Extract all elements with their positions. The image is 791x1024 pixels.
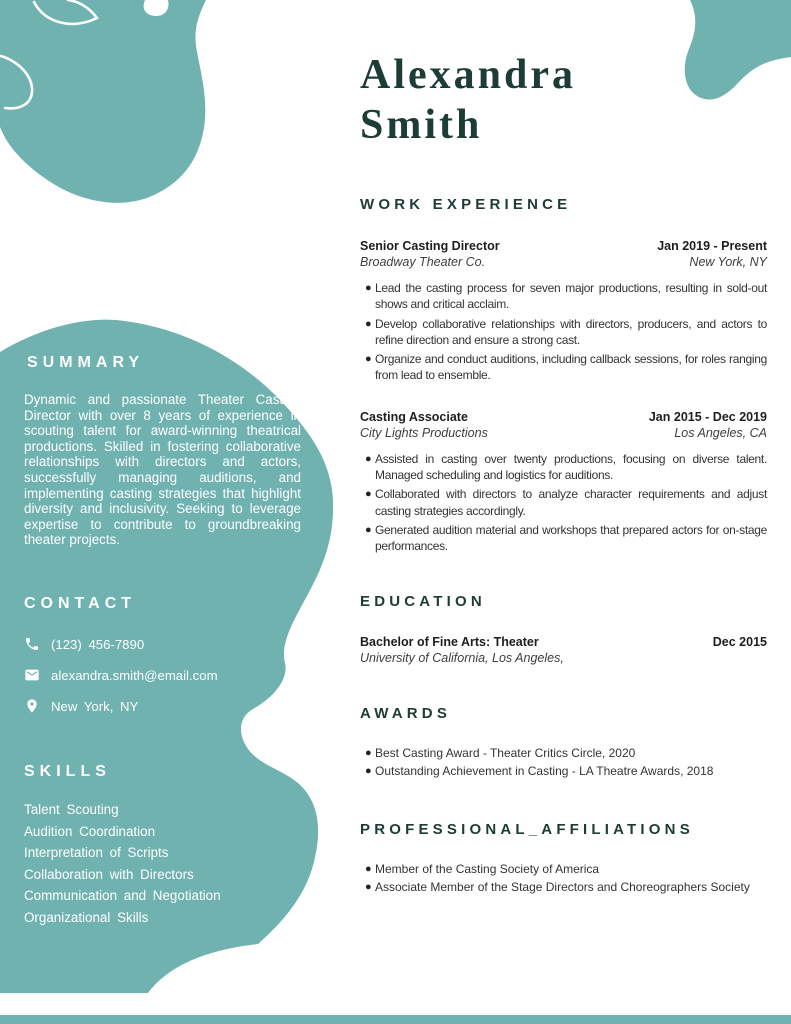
job-role: Senior Casting Director: [360, 239, 500, 253]
education-date: Dec 2015: [712, 634, 767, 649]
bullet-marker: ●: [365, 862, 372, 875]
skill-item: Communication and Negotiation: [24, 888, 221, 904]
bullet-marker: ●: [365, 452, 372, 465]
job-bullet-list: [360, 280, 767, 384]
award-item: ● Best Casting Award - Theater Critics Circle, 2020: [365, 745, 636, 760]
education-school: University of California, Los Angeles,: [360, 650, 564, 665]
bottom-accent-bar: [0, 1015, 791, 1024]
skill-item: Interpretation of Scripts: [24, 845, 169, 861]
bullet-marker: ●: [365, 317, 372, 330]
job-dates: Jan 2019 - Present: [657, 239, 767, 253]
affiliations-list: [360, 861, 767, 896]
contact-row-location: [24, 696, 218, 716]
bullet-item: ● Lead the casting process for seven major productions, resulting in sold-out shows and critical acclaim.: [365, 281, 767, 312]
envelope-icon: [24, 667, 40, 683]
affiliation-item: ● Member of the Casting Society of America: [365, 861, 600, 876]
bullet-marker: ●: [365, 880, 372, 893]
bullet-item: ● Develop collaborative relationships with directors, producers, and actors to refine direction and ensure a strong cast.: [365, 316, 767, 347]
skills-title: SKILLS: [24, 763, 111, 780]
job-location: Los Angeles, CA: [674, 425, 767, 440]
awards-title: AWARDS: [360, 704, 452, 722]
skill-item: Talent Scouting: [24, 802, 119, 817]
location-pin-icon: [24, 698, 40, 714]
skills-list: [24, 799, 221, 929]
first-name: Alexandra: [360, 52, 576, 98]
job-entry: [360, 410, 767, 555]
job-dates: Jan 2015 - Dec 2019: [648, 409, 767, 424]
job-bullet-list: [360, 451, 767, 555]
bullet-marker: ●: [365, 746, 372, 759]
job-role: Casting Associate: [360, 409, 468, 424]
contact-title: CONTACT: [24, 595, 137, 612]
bullet-marker: ●: [365, 488, 372, 501]
education-entry: [360, 635, 767, 665]
skill-item: Collaboration with Directors: [24, 866, 194, 882]
contact-location: New York, NY: [51, 698, 139, 714]
last-name: Smith: [360, 102, 483, 148]
top-left-blob-shape: [0, 0, 206, 203]
summary-text: Dynamic and passionate Theater Casting Director with over 8 years of experience in scouting talent for award-winning theatrical productions. Skilled in fostering collaborative relationships with directors and actors, successfully managing auditions, and implementing casting strategies that highlight diversity and inclusivity. Seeking to leverage expertise to contribute to groundbreaking theater projects.: [24, 392, 301, 548]
page-title: [360, 50, 767, 150]
contact-row-email: [24, 665, 218, 685]
skill-item: Audition Coordination: [24, 823, 156, 839]
bullet-marker: ●: [365, 353, 372, 366]
job-entry: [360, 239, 767, 384]
affiliations-title: PROFESSIONAL_AFFILIATIONS: [360, 820, 694, 838]
education-degree: Bachelor of Fine Arts: Theater: [360, 634, 539, 649]
affiliation-item: ● Associate Member of the Stage Directors and Choreographers Society: [365, 879, 750, 894]
contact-list: [24, 634, 218, 727]
job-location: New York, NY: [689, 255, 767, 269]
bullet-item: ● Assisted in casting over twenty productions, focusing on diverse talent. Managed scheduling and logistics for auditions.: [365, 451, 767, 483]
contact-email: alexandra.smith@email.com: [51, 667, 218, 683]
education-title: EDUCATION: [360, 592, 486, 610]
job-company: City Lights Productions: [360, 425, 488, 440]
contact-row-phone: [24, 634, 218, 654]
bullet-marker: ●: [365, 764, 372, 777]
contact-phone: (123) 456-7890: [51, 636, 145, 652]
awards-list: [360, 745, 767, 780]
award-item: ● Outstanding Achievement in Casting - LA Theatre Awards, 2018: [365, 763, 714, 778]
work-experience-title: WORK EXPERIENCE: [360, 196, 572, 213]
bullet-item: ● Generated audition material and workshops that prepared actors for on-stage performances.: [365, 522, 767, 554]
bullet-marker: ●: [365, 282, 372, 294]
bullet-marker: ●: [365, 523, 372, 536]
phone-icon: [24, 636, 40, 652]
summary-title: SUMMARY: [27, 354, 145, 371]
bullet-item: ● Organize and conduct auditions, including callback sessions, for roles ranging from lead to ensemble.: [365, 352, 767, 383]
main-column: [360, 0, 767, 897]
bullet-item: ● Collaborated with directors to analyze character requirements and adjust casting strategies accordingly.: [365, 487, 767, 518]
skill-item: Organizational Skills: [24, 909, 149, 925]
job-company: Broadway Theater Co.: [360, 255, 486, 269]
